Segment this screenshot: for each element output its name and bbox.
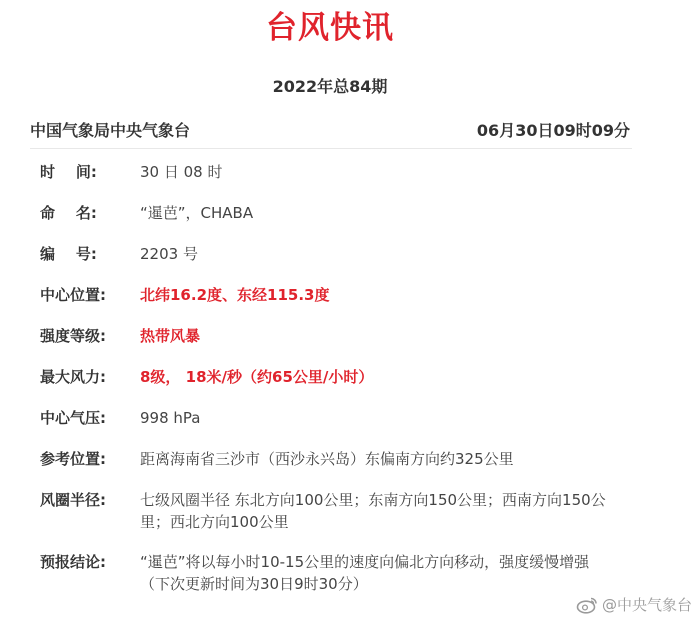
- watermark: [576, 594, 692, 615]
- issue-number: 2022年总84期: [272, 77, 388, 96]
- field-time-value: 30 日 08 时: [140, 163, 223, 181]
- field-name-label: 命 名:: [40, 204, 97, 222]
- field-number-value: 2203 号: [140, 245, 198, 263]
- field-max-wind-label: 最大风力:: [40, 368, 106, 386]
- source-row: [30, 116, 632, 149]
- field-intensity-value: 热带风暴: [140, 327, 201, 345]
- issuer: 中国气象局中央气象台: [30, 121, 191, 140]
- field-time-label: 时 间:: [40, 163, 97, 181]
- watermark-text: @中央气象台: [601, 596, 692, 614]
- field-max-wind-value: 8级， 18米/秒（约65公里/小时）: [140, 368, 374, 386]
- field-reference-position-label: 参考位置:: [40, 450, 106, 468]
- field-wind-radius-label: 风圈半径:: [40, 491, 106, 509]
- field-center-position-label: 中心位置:: [40, 286, 106, 304]
- forecast-note: （下次更新时间为30日9时30分）: [140, 575, 368, 593]
- field-center-pressure-value: 998 hPa: [140, 409, 201, 427]
- field-number-label: 编 号:: [40, 245, 97, 263]
- field-forecast-value: [140, 551, 615, 595]
- field-wind-radius-value: 七级风圈半径 东北方向100公里；东南方向150公里；西南方向150公里；西北方向100公里: [140, 491, 606, 531]
- field-center-pressure-label: 中心气压:: [40, 409, 106, 427]
- field-forecast-label: 预报结论:: [40, 553, 106, 571]
- issue-time: 06月30日09时09分: [476, 121, 630, 140]
- page-title: 台风快讯: [266, 10, 394, 46]
- field-reference-position-value: 距离海南省三沙市（西沙永兴岛）东偏南方向约325公里: [140, 450, 514, 468]
- field-intensity-label: 强度等级:: [40, 327, 106, 345]
- weibo-icon: [576, 596, 598, 614]
- forecast-text: “暹芭”将以每小时10-15公里的速度向偏北方向移动，强度缓慢增强: [140, 553, 590, 571]
- field-center-position-value: 北纬16.2度、东经115.3度: [140, 286, 330, 304]
- field-name-value: “暹芭”，CHABA: [140, 204, 254, 222]
